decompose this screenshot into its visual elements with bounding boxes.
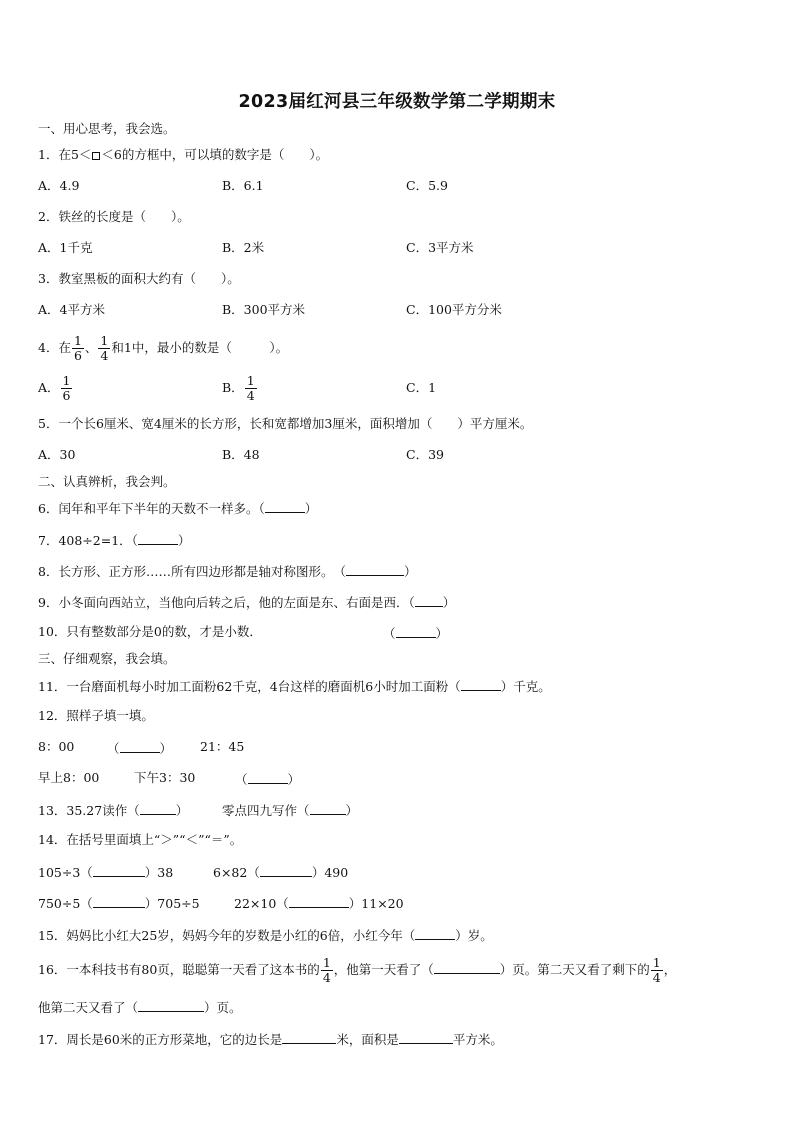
answer-blank[interactable]	[140, 801, 176, 815]
question-2: 2．铁丝的长度是（ ）。	[38, 209, 190, 224]
q5-option-c: C．39	[406, 447, 444, 462]
answer-blank[interactable]	[248, 770, 288, 784]
question-3: 3．教室黑板的面积大约有（ ）。	[38, 271, 240, 286]
q2-option-a: A．1千克	[38, 240, 93, 255]
answer-blank[interactable]	[93, 894, 145, 908]
q14-row2-a: 750÷5（ ）705÷5	[38, 896, 200, 911]
answer-blank[interactable]	[138, 998, 204, 1012]
q12-afternoon-time: 下午3：30	[134, 770, 196, 785]
q4-option-b: B． $\frac{1}{4}$	[222, 373, 255, 403]
answer-blank[interactable]	[260, 863, 312, 877]
q1-option-c: C．5.9	[406, 178, 448, 193]
empty-box-icon	[92, 152, 100, 160]
answer-blank[interactable]	[399, 1030, 453, 1044]
answer-blank[interactable]	[346, 562, 404, 576]
q2-option-c: C．3平方米	[406, 240, 474, 255]
question-12: 12．照样子填一填。	[38, 708, 154, 723]
section-heading-1: 一、用心思考，我会选。	[38, 121, 176, 136]
question-6: 6．闰年和平年下半年的天数不一样多。（ ）	[38, 501, 318, 516]
q4-option-c: C．1	[406, 380, 437, 395]
answer-blank[interactable]	[434, 960, 500, 974]
q14-row1-a: 105÷3（ ）38	[38, 865, 174, 880]
question-7: 7．408÷2=1．（ ）	[38, 533, 191, 548]
q3-option-b: B．300平方米	[222, 302, 306, 317]
q12-example-24h: 21：45	[200, 739, 245, 754]
q3-option-c: C．100平方分米	[406, 302, 502, 317]
answer-blank[interactable]	[282, 1030, 336, 1044]
q1-option-b: B．6.1	[222, 178, 264, 193]
question-16: 16．一本科技书有80页，聪聪第一天看了这本书的 $\frac{1}{4}$ ，他第一天看了（ ）页。第二天又看了剩下的 $\frac{1}{4}$ ，	[38, 955, 677, 985]
question-9: 9．小冬面向西站立，当他向后转之后，他的左面是东、右面是西．（ ）	[38, 595, 456, 610]
q14-row1-b: 6×82（ ）490	[213, 865, 349, 880]
q3-option-a: A．4平方米	[38, 302, 105, 317]
fraction-one-quarter: $\frac{1}{4}$	[322, 955, 331, 985]
fraction-one-quarter: $\frac{1}{4}$	[100, 333, 109, 363]
q1-text-pre: 1．在5＜	[38, 147, 92, 162]
q4-text-mid: 、	[84, 340, 98, 355]
q1-option-a: A．4.9	[38, 178, 80, 193]
question-11: 11．一台磨面机每小时加工面粉62千克，4台这样的磨面机6小时加工面粉（ ）千克。	[38, 679, 551, 694]
q12-example-answer: （ ）	[107, 741, 173, 756]
question-15: 15．妈妈比小红大25岁，妈妈今年的岁数是小红的6倍，小红今年（ ）岁。	[38, 928, 493, 943]
q12-answer: （ ）	[235, 772, 301, 787]
q1-text-post: ＜6的方框中，可以填的数字是（ ）。	[101, 147, 329, 162]
question-14: 14．在括号里面填上“＞”“＜”“＝”。	[38, 832, 243, 847]
question-5: 5．一个长6厘米、宽4厘米的长方形，长和宽都增加3厘米，面积增加（ ）平方厘米。	[38, 416, 533, 431]
answer-blank[interactable]	[310, 801, 346, 815]
fraction-one-sixth: $\frac{1}{6}$	[73, 333, 82, 363]
answer-blank[interactable]	[396, 624, 436, 638]
section-heading-2: 二、认真辨析，我会判。	[38, 474, 176, 489]
question-13-part-b: 零点四九写作（ ）	[222, 803, 359, 818]
answer-blank[interactable]	[265, 499, 305, 513]
q4-option-a: A． $\frac{1}{6}$	[38, 373, 71, 403]
question-8: 8．长方形、正方形……所有四边形都是轴对称图形。 （ ）	[38, 564, 417, 579]
q12-morning-time: 早上8：00	[38, 770, 100, 785]
question-17: 17．周长是60米的正方形菜地，它的边长是 米，面积是 平方米。	[38, 1032, 503, 1047]
q5-option-b: B．48	[222, 447, 260, 462]
q2-option-b: B．2米	[222, 240, 265, 255]
answer-blank[interactable]	[120, 739, 160, 753]
answer-blank[interactable]	[461, 677, 501, 691]
question-13: 13．35.27读作（ ）	[38, 803, 189, 818]
answer-blank[interactable]	[289, 894, 349, 908]
q4-text-post: 和1中，最小的数是（ ）。	[111, 340, 289, 355]
question-10: 10．只有整数部分是0的数，才是小数．	[38, 624, 262, 639]
q14-row2-b: 22×10（ ）11×20	[234, 896, 404, 911]
fraction-one-quarter: $\frac{1}{4}$	[652, 955, 661, 985]
question-16-line-2: 他第二天又看了（ ）页。	[38, 1000, 242, 1015]
answer-blank[interactable]	[93, 863, 145, 877]
q5-option-a: A．30	[38, 447, 76, 462]
q12-example-time: 8：00	[38, 739, 75, 754]
section-heading-3: 三、仔细观察，我会填。	[38, 651, 176, 666]
answer-blank[interactable]	[415, 593, 443, 607]
question-1	[38, 147, 328, 163]
question-10-answer: （ ）	[383, 626, 449, 641]
answer-blank[interactable]	[138, 531, 178, 545]
answer-blank[interactable]	[415, 926, 455, 940]
question-4	[38, 328, 288, 368]
page-title: 2023届红河县三年级数学第二学期期末	[238, 92, 556, 112]
q4-text-pre: 4．在	[38, 340, 71, 355]
